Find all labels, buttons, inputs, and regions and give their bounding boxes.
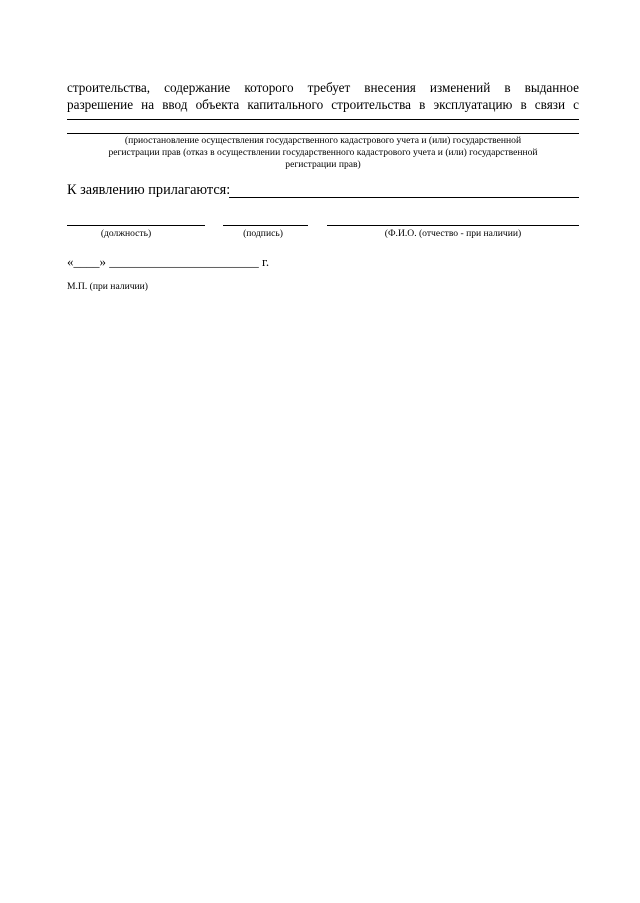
reason-caption-line-2: регистрации прав (отказ в осуществлении государственного кадастрового учета и (или) государственной — [108, 147, 538, 158]
date-line — [67, 254, 269, 270]
date-close-quote: » — [99, 254, 106, 269]
signature-label: (подпись) — [243, 228, 283, 239]
date-open-quote: « — [67, 254, 74, 269]
position-label: (должность) — [100, 228, 152, 239]
reason-blank-line-1 — [67, 119, 579, 120]
position-blank-line — [67, 225, 205, 226]
name-blank-line — [327, 225, 579, 226]
reason-caption-line-1: (приостановление осуществления государственного кадастрового учета и (или) государственной — [124, 135, 522, 146]
body-text-line-1: строительства, содержание которого требует внесения изменений в выданное — [67, 80, 579, 95]
reason-blank-line-2 — [67, 133, 579, 134]
attachments-label: К заявлению прилагаются: — [67, 182, 231, 198]
date-year-suffix: г. — [262, 254, 270, 269]
attachments-blank-line — [229, 197, 579, 198]
name-label: (Ф.И.О. (отчество - при наличии) — [384, 228, 522, 239]
body-text-line-2: разрешение на ввод объекта капитального строительства в эксплуатацию в связи с — [67, 97, 579, 112]
signature-blank-line — [223, 225, 308, 226]
date-month-blank: _______________________ — [109, 254, 259, 269]
reason-caption-line-3: регистрации прав) — [285, 159, 361, 170]
seal-label: М.П. (при наличии) — [67, 281, 148, 292]
reason-caption — [67, 135, 579, 171]
date-day-blank: ____ — [73, 254, 100, 269]
